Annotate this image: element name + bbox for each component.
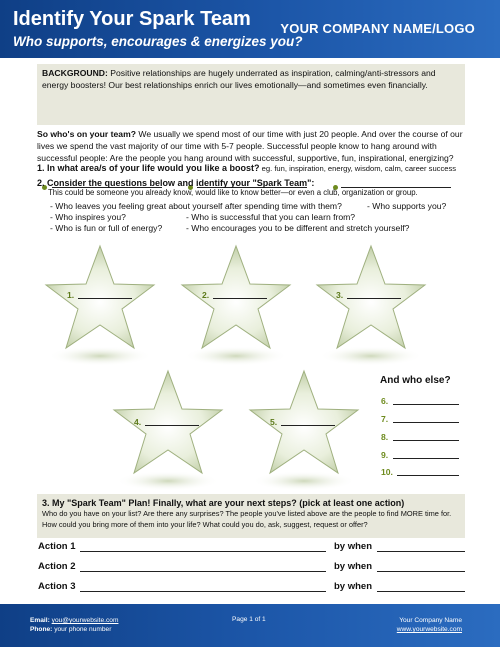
footer-contact [30,616,118,634]
star-answer-line-5[interactable] [281,425,335,426]
company-logo-text: YOUR COMPANY NAME/LOGO [280,21,475,36]
star-label: 5. [270,417,278,427]
by-when-label: by when [334,541,373,552]
star-answer-line-2[interactable] [213,298,267,299]
action-3-date-line[interactable] [377,591,465,592]
header-banner [0,0,500,58]
footer-company [397,616,462,634]
question-3-subtext: Who do you have on your list? Are there any surprises? The people you've listed above are the people to find MORE time for. How could you bring more of them into your life? What could you do, ask, suggest, request or offer? [42,509,452,529]
question-item: - Who is fun or full of energy? [50,223,163,233]
page-title: Identify Your Spark Team [13,8,251,30]
star-label: 4. [134,417,142,427]
action-3-line[interactable] [80,591,326,592]
other-number: 9. [381,450,389,460]
phone-value: your phone number [54,626,112,633]
action-1-date-line[interactable] [377,551,465,552]
star-answer-line-4[interactable] [145,425,199,426]
background-label: BACKGROUND: [42,68,108,78]
email-link[interactable]: you@yourwebsite.com [51,617,119,624]
question-2-text: 2. Consider the questions below and identify your "Spark Team": [37,178,315,188]
other-answer-line-7[interactable] [393,422,459,423]
star-label: 2. [202,290,210,300]
other-number: 10. [381,467,393,477]
action-label: Action 1 [38,541,76,552]
star-icon [246,365,362,493]
question-1-example: eg. fun, inspiration, energy, wisdom, calm, career success [259,164,457,173]
question-2-subtext: This could be someone you already know, would like to know better—or even a club, organization or group. [48,188,418,197]
question-3-text: 3. My "Spark Team" Plan! Finally, what are your next steps? (pick at least one action) [42,498,405,508]
other-answer-line-6[interactable] [393,404,459,405]
background-box [37,64,465,125]
email-label: Email: [30,617,50,624]
other-number: 7. [381,414,389,424]
star-icon [178,240,294,368]
by-when-label: by when [334,561,373,572]
question-item: - Who supports you? [367,201,447,211]
star-icon [42,240,158,368]
action-label: Action 2 [38,561,76,572]
page-number: Page 1 of 1 [232,616,266,623]
question-1-text: 1. In what area/s of your life would you like a boost? [37,163,260,173]
phone-label: Phone: [30,626,53,633]
footer-company-name: Your Company Name [399,617,462,624]
question-item: - Who leaves you feeling great about yourself after spending time with them? [50,201,342,211]
question-item: - Who is successful that you can learn from? [186,212,356,222]
star-label: 1. [67,290,75,300]
question-3-box [37,494,465,538]
background-text: Positive relationships are hugely underrated as inspiration, calming/anti-stressors and energy boosters! Our best relationships enrich our lives emotionally—and sometimes even financially. [42,68,436,90]
star-icon [313,240,429,368]
action-2-date-line[interactable] [377,571,465,572]
whos-on-team-label: So who's on your team? [37,129,136,139]
action-1-line[interactable] [80,551,326,552]
who-else-heading: And who else? [380,375,451,386]
action-label: Action 3 [38,581,76,592]
other-number: 8. [381,432,389,442]
page-subtitle: Who supports, encourages & energizes you? [13,34,303,49]
by-when-label: by when [334,581,373,592]
star-answer-line-3[interactable] [347,298,401,299]
star-label: 3. [336,290,344,300]
star-icon [110,365,226,493]
other-answer-line-10[interactable] [397,475,459,476]
whos-on-team-text: We usually we spend most of our time with just 20 people. And over the course of our lives we spend the vast majority of our time with 5-7 people. Successful people know to hang around with successful people: Are the people you hang around with successful, supportive, fun, inspirational, energizing? [37,129,463,163]
other-number: 6. [381,396,389,406]
question-1 [37,163,456,173]
question-item: - Who encourages you to be different and stretch yourself? [186,223,410,233]
footer-banner [0,604,500,647]
footer-website-link[interactable]: www.yourwebsite.com [396,626,462,633]
whos-on-team-paragraph [37,128,467,164]
other-answer-line-8[interactable] [393,440,459,441]
question-item: - Who inspires you? [50,212,126,222]
other-answer-line-9[interactable] [393,458,459,459]
star-answer-line-1[interactable] [78,298,132,299]
action-2-line[interactable] [80,571,326,572]
